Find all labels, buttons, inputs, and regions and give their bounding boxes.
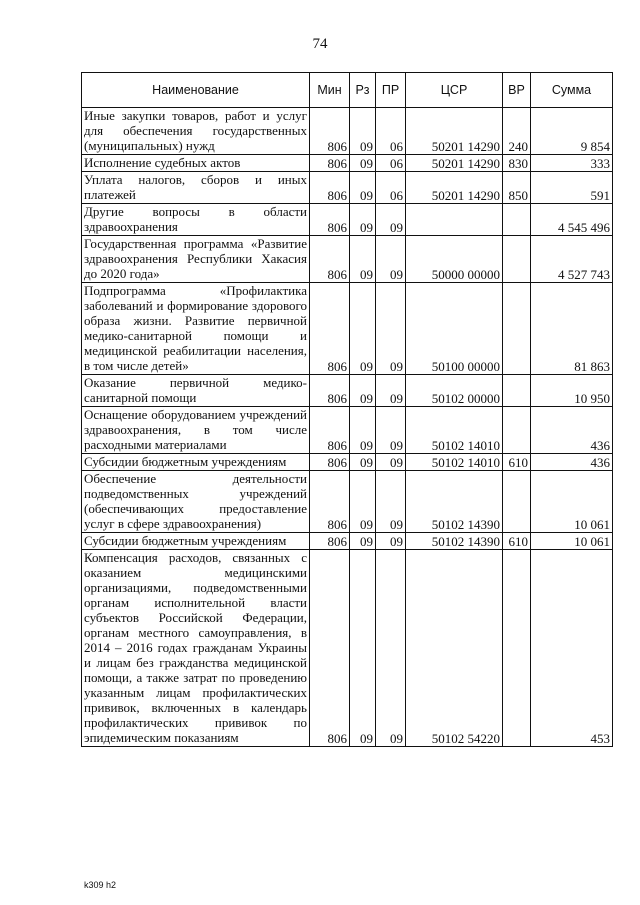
row-pr: 09 xyxy=(376,204,406,236)
row-pr: 09 xyxy=(376,283,406,375)
row-name: Государственная программа «Развитие здравоохранения Республики Хакасия до 2020 года» xyxy=(82,236,310,283)
row-rz: 09 xyxy=(350,454,376,471)
row-vr: 830 xyxy=(503,155,531,172)
row-vr xyxy=(503,407,531,454)
row-min: 806 xyxy=(310,550,350,747)
row-csr: 50102 14390 xyxy=(406,471,503,533)
table-row xyxy=(82,108,613,155)
table-header-row xyxy=(82,73,613,108)
row-rz: 09 xyxy=(350,236,376,283)
row-pr: 09 xyxy=(376,550,406,747)
table-row xyxy=(82,454,613,471)
header-name: Наименование xyxy=(82,73,310,108)
row-pr: 06 xyxy=(376,108,406,155)
row-sum: 453 xyxy=(531,550,613,747)
row-min: 806 xyxy=(310,283,350,375)
row-name: Исполнение судебных актов xyxy=(82,155,310,172)
row-sum: 436 xyxy=(531,454,613,471)
header-vr: ВР xyxy=(503,73,531,108)
table-row xyxy=(82,172,613,204)
row-rz: 09 xyxy=(350,407,376,454)
row-rz: 09 xyxy=(350,108,376,155)
table-row xyxy=(82,155,613,172)
row-rz: 09 xyxy=(350,283,376,375)
row-min: 806 xyxy=(310,155,350,172)
row-rz: 09 xyxy=(350,204,376,236)
row-vr: 850 xyxy=(503,172,531,204)
row-csr: 50102 14010 xyxy=(406,454,503,471)
row-pr: 09 xyxy=(376,533,406,550)
row-min: 806 xyxy=(310,108,350,155)
row-vr xyxy=(503,204,531,236)
header-pr: ПР xyxy=(376,73,406,108)
header-rz: Рз xyxy=(350,73,376,108)
row-rz: 09 xyxy=(350,533,376,550)
row-pr: 06 xyxy=(376,172,406,204)
row-name: Подпрограмма «Профилактика заболеваний и формирование здорового образа жизни. Развитие первичной медико-санитарной помощи и медицинской реабилитации населения, в том числе детей» xyxy=(82,283,310,375)
row-name: Иные закупки товаров, работ и услуг для обеспечения государственных (муниципальных) нужд xyxy=(82,108,310,155)
row-min: 806 xyxy=(310,375,350,407)
table-row xyxy=(82,236,613,283)
budget-table xyxy=(81,72,613,747)
row-name: Субсидии бюджетным учреждениям xyxy=(82,454,310,471)
table-row xyxy=(82,471,613,533)
row-min: 806 xyxy=(310,533,350,550)
row-sum: 436 xyxy=(531,407,613,454)
row-vr: 610 xyxy=(503,533,531,550)
row-sum: 10 061 xyxy=(531,533,613,550)
row-sum: 10 061 xyxy=(531,471,613,533)
header-csr: ЦСР xyxy=(406,73,503,108)
table-row xyxy=(82,550,613,747)
row-sum: 81 863 xyxy=(531,283,613,375)
row-csr: 50201 14290 xyxy=(406,172,503,204)
row-csr: 50102 54220 xyxy=(406,550,503,747)
row-csr: 50201 14290 xyxy=(406,155,503,172)
row-csr xyxy=(406,204,503,236)
table-row xyxy=(82,407,613,454)
table-body xyxy=(82,108,613,747)
header-sum: Сумма xyxy=(531,73,613,108)
row-csr: 50000 00000 xyxy=(406,236,503,283)
row-min: 806 xyxy=(310,454,350,471)
row-min: 806 xyxy=(310,172,350,204)
row-name: Другие вопросы в области здравоохранения xyxy=(82,204,310,236)
row-name: Оснащение оборудованием учреждений здравоохранения, в том числе расходными материалами xyxy=(82,407,310,454)
row-sum: 591 xyxy=(531,172,613,204)
row-csr: 50201 14290 xyxy=(406,108,503,155)
row-pr: 09 xyxy=(376,454,406,471)
row-pr: 09 xyxy=(376,375,406,407)
row-sum: 9 854 xyxy=(531,108,613,155)
page-number: 74 xyxy=(312,36,328,52)
row-name: Субсидии бюджетным учреждениям xyxy=(82,533,310,550)
row-rz: 09 xyxy=(350,550,376,747)
row-vr: 610 xyxy=(503,454,531,471)
row-vr xyxy=(503,471,531,533)
row-pr: 09 xyxy=(376,236,406,283)
row-rz: 09 xyxy=(350,172,376,204)
row-min: 806 xyxy=(310,204,350,236)
row-csr: 50102 00000 xyxy=(406,375,503,407)
row-name: Обеспечение деятельности подведомственных учреждений (обеспечивающих предоставление услуг в сфере здравоохранения) xyxy=(82,471,310,533)
row-csr: 50102 14010 xyxy=(406,407,503,454)
row-csr: 50102 14390 xyxy=(406,533,503,550)
row-sum: 4 545 496 xyxy=(531,204,613,236)
table-row xyxy=(82,375,613,407)
table-row xyxy=(82,533,613,550)
row-vr xyxy=(503,375,531,407)
table-row xyxy=(82,283,613,375)
row-pr: 09 xyxy=(376,407,406,454)
row-name: Компенсация расходов, связанных с оказанием медицинскими организациями, подведомственными органам исполнительной власти субъектов Российской Федерации, органам местного самоуправления, в 2014 – 2016 годах гражданам Украины и лицам без гражданства медицинской помощи, а также затрат по проведению указанным лицам профилактических прививок, включенных в календарь профилактических прививок по эпидемическим показаниям xyxy=(82,550,310,747)
row-name: Уплата налогов, сборов и иных платежей xyxy=(82,172,310,204)
row-sum: 4 527 743 xyxy=(531,236,613,283)
row-rz: 09 xyxy=(350,375,376,407)
row-min: 806 xyxy=(310,236,350,283)
row-pr: 09 xyxy=(376,471,406,533)
row-rz: 09 xyxy=(350,471,376,533)
table-row xyxy=(82,204,613,236)
row-vr xyxy=(503,283,531,375)
row-sum: 333 xyxy=(531,155,613,172)
row-pr: 06 xyxy=(376,155,406,172)
row-min: 806 xyxy=(310,407,350,454)
row-name: Оказание первичной медико-санитарной помощи xyxy=(82,375,310,407)
row-vr: 240 xyxy=(503,108,531,155)
footer-code: k309 h2 xyxy=(84,880,117,890)
row-sum: 10 950 xyxy=(531,375,613,407)
row-csr: 50100 00000 xyxy=(406,283,503,375)
row-vr xyxy=(503,236,531,283)
row-min: 806 xyxy=(310,471,350,533)
header-min: Мин xyxy=(310,73,350,108)
row-vr xyxy=(503,550,531,747)
row-rz: 09 xyxy=(350,155,376,172)
